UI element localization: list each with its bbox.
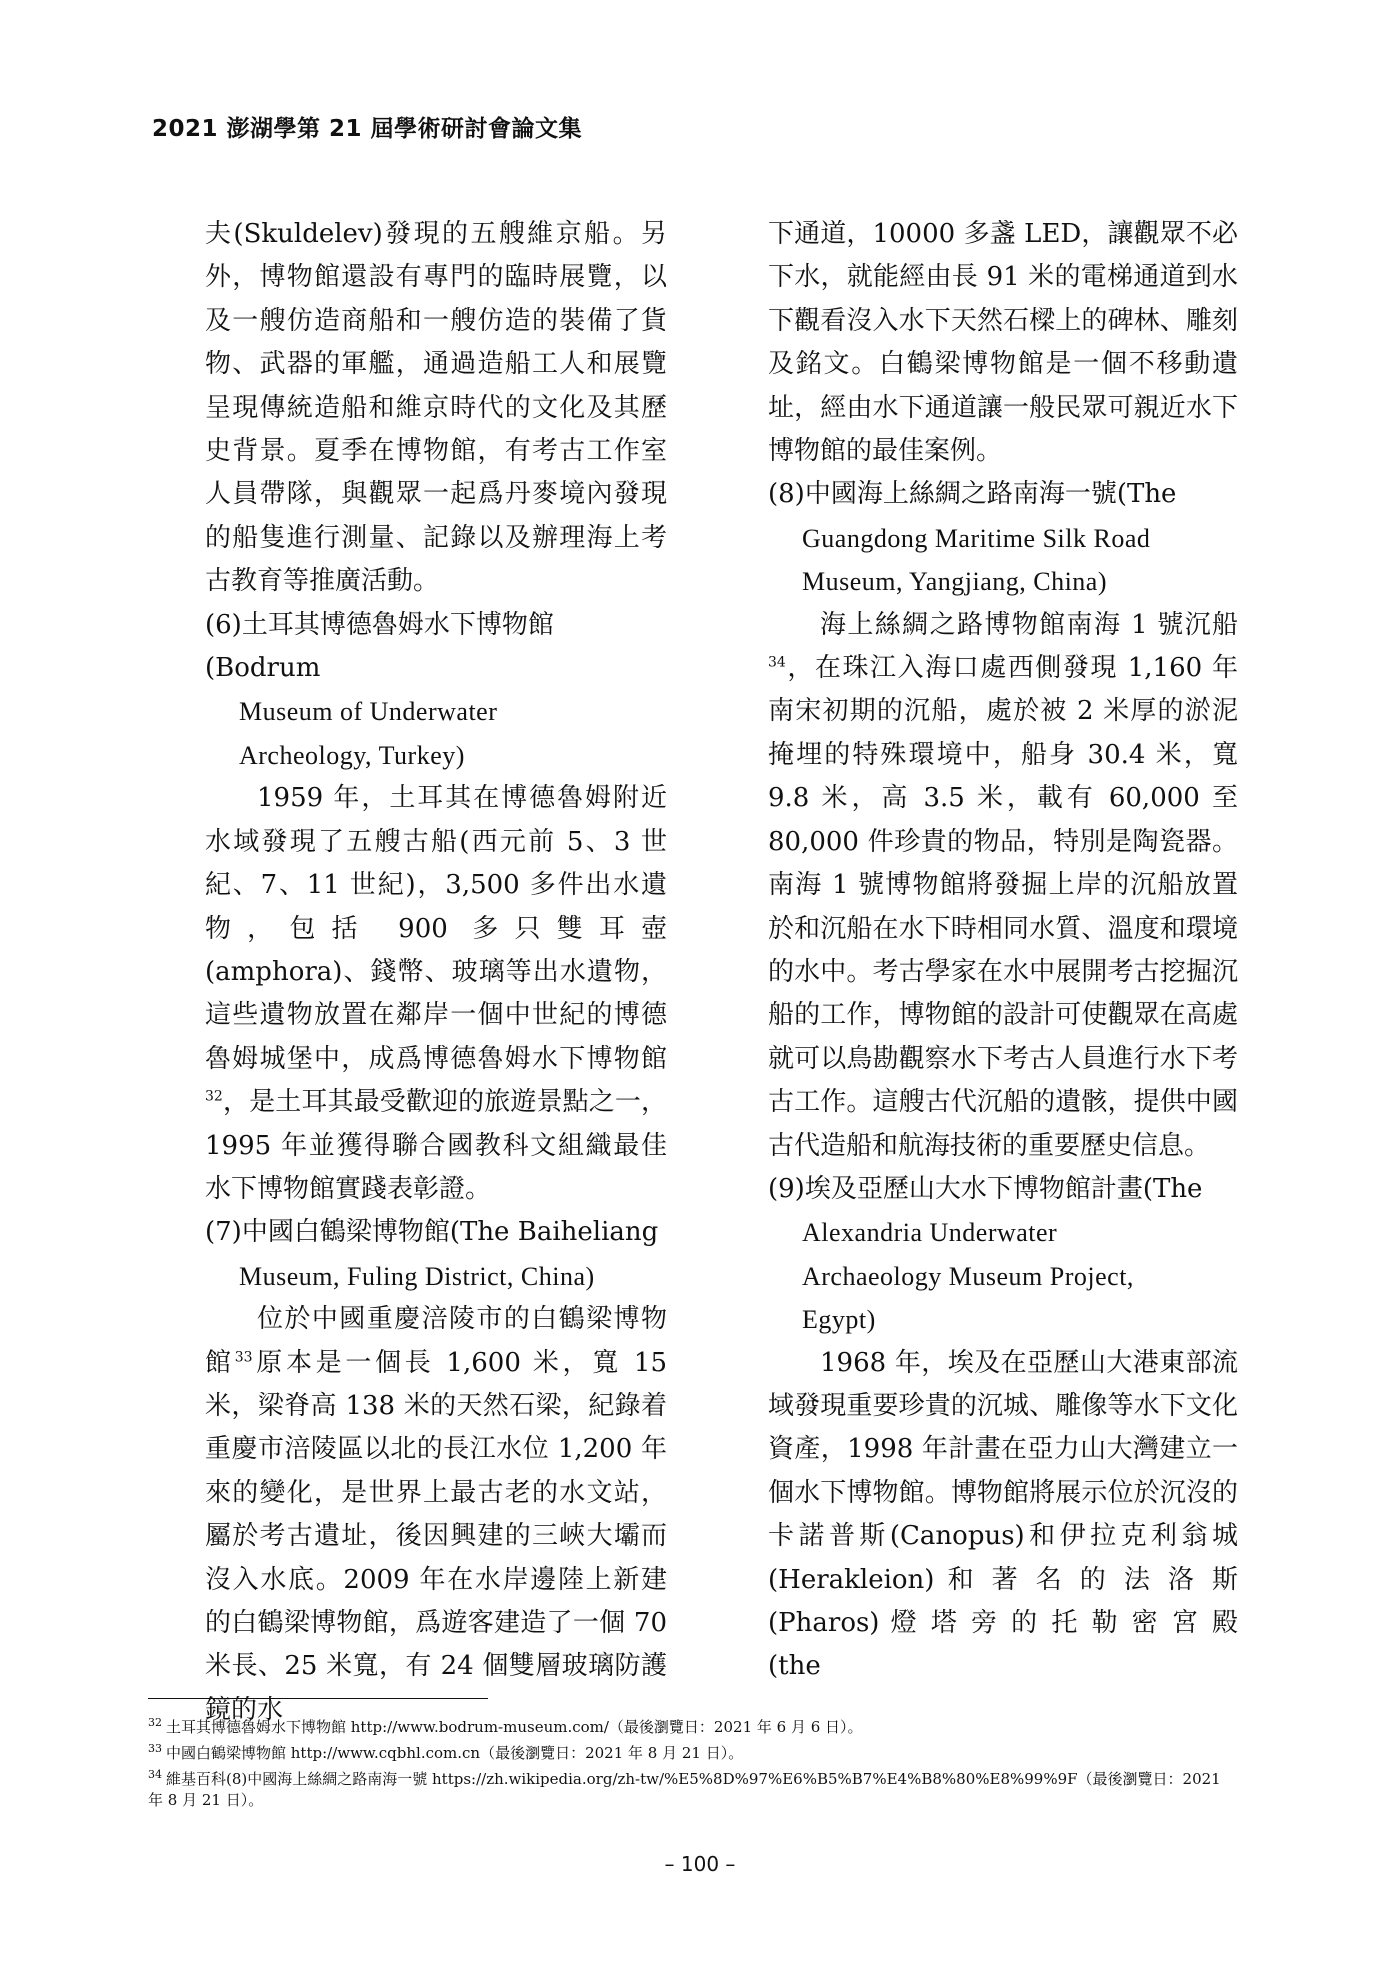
footnote-text: 中國白鶴梁博物館 http://www.cqbhl.com.cn（最後瀏覽日：2021 年 8 月 21 日）。 [166,1744,744,1762]
section-heading-7-en-1: Museum, Fuling District, China) [239,1261,595,1291]
paragraph-nanhai-text-2: ，在珠江入海口處西側發現 1,160 年南宋初期的沉船，處於被 2 米厚的淤泥掩埋的特殊環境中，船身 30.4 米，寬 9.8 米，高 3.5 米，載有 60,000 至 80,000 件珍貴的物品，特別是陶瓷器。南海 1 號博物館將發掘上岸的沉船放置於和沉船在水下時相同水質、溫度和環境的水中。考古學家在水中展開考古挖掘沉船的工作，博物館的設計可使觀眾在高處就可以鳥勘觀察水下考古人員進行水下考古工作。這艘古代沉船的遺骸，提供中國古代造船和航海技術的重要歷史信息。 [768,653,1238,1161]
section-heading-9-zh: (9)埃及亞歷山大水下博物館計畫(The [768,1173,1203,1204]
paragraph-viking-continued: 夫(Skuldelev)發現的五艘維京船。另外，博物館還設有專門的臨時展覽，以及一艘仿造商船和一艘仿造的裝備了貨物、武器的軍艦，通過造船工人和展覽呈現傳統造船和維京時代的文化及其歷史背景。夏季在博物館，有考古工作室人員帶隊，與觀眾一起爲丹麥境內發現的船隻進行測量、記錄以及辦理海上考古教育等推廣活動。 [205,219,667,597]
paragraph-bodrum-text-2: ，是土耳其最受歡迎的旅遊景點之一，1995 年並獲得聯合國教科文組織最佳水下博物館實踐表彰證。 [205,1087,667,1204]
section-heading-8-en-1: Guangdong Maritime Silk Road [802,523,1151,553]
section-heading-6-en-2: Archeology, Turkey) [239,740,465,770]
paragraph-bodrum-text: 1959 年，土耳其在博德魯姆附近水域發現了五艘古船(西元前 5、3 世紀、7、11 世紀)，3,500 多件出水遺物，包括 900 多只雙耳壺(amphora)、錢幣、玻璃等出水遺物，這些遺物放置在鄰岸一個中世紀的博德魯姆城堡中，成爲博德魯姆水下博物館 [205,783,667,1074]
right-column [768,213,1238,1689]
page-number: – 100 – [664,1852,736,1876]
footnote-34 [148,1764,1238,1811]
footnote-ref-33[interactable]: 33 [234,1348,253,1365]
section-heading-8-zh: (8)中國海上絲綢之路南海一號(The [768,479,1177,510]
paragraph-alexandria: 1968 年，埃及在亞歷山大港東部流域發現重要珍貴的沉城、雕像等水下文化資產，1998 年計畫在亞力山大灣建立一個水下博物館。博物館將展示位於沉沒的卡諾普斯(Canopus)和伊拉克利翁城 (Herakleion) 和 著 名 的 法 洛 斯 (Pharos) 燈 塔 旁 的 托 勒 密 宮 殿 (the [768,1347,1238,1682]
section-heading-6-zh: (6)土耳其博德魯姆水下博物館(Bodrum [205,609,554,684]
section-heading-9-en-2: Archaeology Museum Project, [802,1261,1134,1291]
section-heading-8-en-2: Museum, Yangjiang, China) [802,567,1107,597]
section-heading-8 [768,473,1238,603]
paragraph-nanhai [768,604,1238,1168]
footnote-number: 34 [148,1768,162,1781]
paragraph-baiheliang [205,1298,667,1732]
running-header: 2021 澎湖學第 21 屆學術研討會論文集 [152,116,583,142]
footnote-ref-34[interactable]: 34 [768,654,786,671]
section-heading-7 [205,1211,667,1298]
section-heading-6 [205,604,667,778]
left-column [205,213,667,1732]
footnote-text: 土耳其博德魯姆水下博物館 http://www.bodrum-museum.com/（最後瀏覽日：2021 年 6 月 6 日）。 [166,1718,863,1736]
paragraph-baiheliang-continued: 下通道，10000 多盞 LED，讓觀眾不必下水，就能經由長 91 米的電梯通道到水下觀看沒入水下天然石樑上的碑林、雕刻及銘文。白鶴梁博物館是一個不移動遺址，經由水下通道讓一般民眾可親近水下博物館的最佳案例。 [768,219,1238,467]
section-heading-6-en-1: Museum of Underwater [239,697,498,727]
section-heading-9 [768,1168,1238,1342]
paragraph-bodrum [205,777,667,1211]
section-heading-7-zh: (7)中國白鶴梁博物館(The Baiheliang [205,1217,659,1248]
paragraph-baiheliang-text: 位於中國重慶涪陵市的白鶴梁博物館 [205,1304,667,1378]
paragraph-baiheliang-text-2: 原本是一個長 1,600 米，寬 15 米，梁脊高 138 米的天然石梁，紀錄着重慶市涪陵區以北的長江水位 1,200 年來的變化，是世界上最古老的水文站，屬於考古遺址，後因興建的三峽大壩而沒入水底。2009 年在水岸邊陸上新建的白鶴梁博物館，爲遊客建造了一個 70 米長、25 米寬，有 24 個雙層玻璃防護鏡的水 [205,1347,667,1725]
footnote-32 [148,1712,1238,1738]
footnote-number: 33 [148,1742,162,1755]
footnote-33 [148,1738,1238,1764]
footnotes [148,1712,1238,1811]
footnote-divider [148,1698,488,1699]
footnote-number: 32 [148,1716,162,1729]
footnote-text: 維基百科(8)中國海上絲綢之路南海一號 https://zh.wikipedia.org/zh-tw/%E5%8D%97%E6%B5%B7%E4%B8%80%E8%99%9F（最後瀏覽日：2021 年 8 月 21 日）。 [148,1770,1221,1809]
footnote-ref-32[interactable]: 32 [205,1088,223,1105]
section-heading-9-en-3: Egypt) [802,1305,876,1335]
paragraph-nanhai-text: 海上絲綢之路博物館南海 1 號沉船 [820,609,1238,640]
section-heading-9-en-1: Alexandria Underwater [802,1218,1058,1248]
